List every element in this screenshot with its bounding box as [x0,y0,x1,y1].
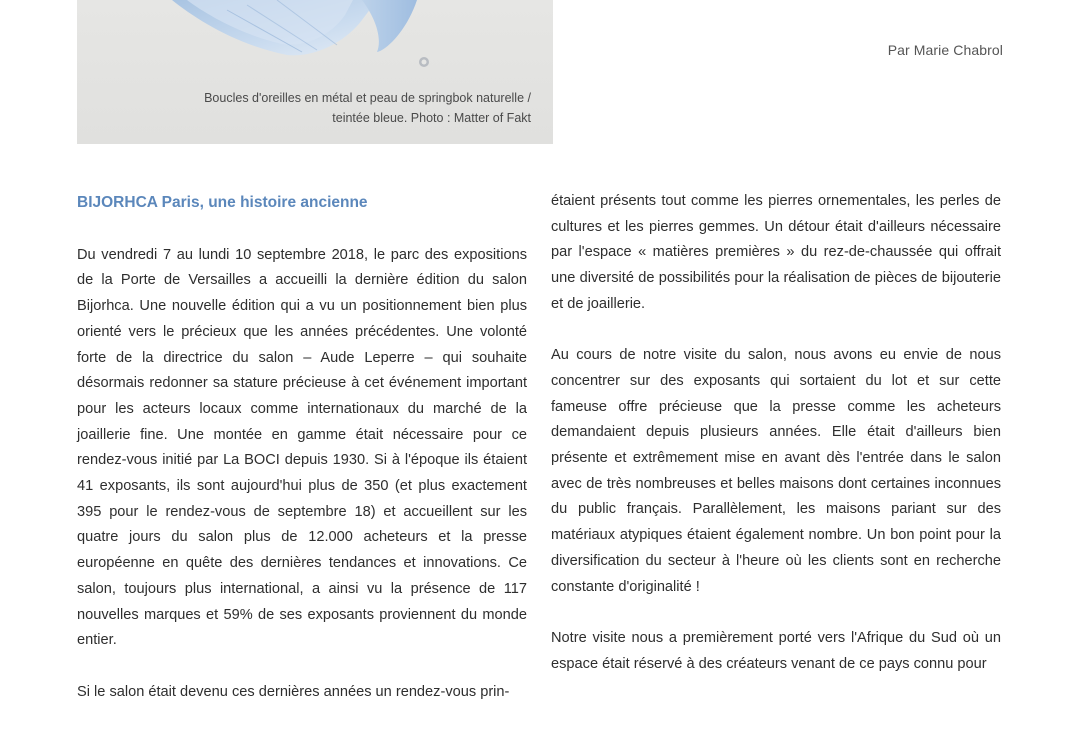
paragraph: Notre visite nous a premièrement porté vers l'Afrique du Sud où un espace était réservé à des créateurs venant de ce pays connu pour [551,629,1001,672]
article-right-column [551,189,1001,703]
photo-caption-line-1: Boucles d'oreilles en métal et peau de springbok naturelle / [204,91,531,105]
paragraph: Du vendredi 7 au lundi 10 septembre 2018, le parc des expositions de la Porte de Versailles a accueilli la dernière édition du salon Bijorhca. Une nouvelle édition qui a vu un positionnement bien plus orienté vers le précieux que les années précédentes. Une volonté forte de la directrice du salon – Aude Leperre – qui souhaite désormais redonner sa stature précieuse à cet événement important pour les acteurs locaux comme internationaux du marché de la joaillerie fine. Une montée en gamme était nécessaire pour ce rendez-vous initié par La BOCI depuis 1930. Si à l'époque ils étaient 41 exposants, ils sont aujourd'hui plus de 350 (et plus exactement 395 pour le rendez-vous de septembre 18) et accueillent sur les quatre jours du salon plus de 12.000 acheteurs et la presse européenne en quête des dernières tendances et innovations. Ce salon, toujours plus international, a ainsi vu la présence de 117 nouvelles marques et 59% de ses exposants proviennent du monde entier. [77,246,527,649]
paragraph: étaient présents tout comme les pierres ornementales, les perles de cultures et les pierres gemmes. Un détour était d'ailleurs nécessaire par l'espace « matières premières » du rez-de-chaussée qui offrait une diversité de possibilités pour la réalisation de pièces de bijouterie et de joaillerie. [551,193,1001,312]
section-heading: BIJORHCA Paris, une histoire ancienne [77,194,368,211]
photo-caption [201,88,531,128]
article-left-column [77,189,527,731]
earrings-photo [77,0,553,144]
paragraph: Au cours de notre visite du salon, nous avons eu envie de nous concentrer sur des exposants qui sortaient du lot et sur cette fameuse offre précieuse que la presse comme les acheteurs demandaient depuis plusieurs années. Elle était d'ailleurs bien présente et extrêmement mise en avant dès l'entrée dans le salon avec de très nombreuses et belles maisons dont certaines inconnues du public français. Parallèlement, les maisons pariant sur des matériaux atypiques étaient également nombre. Un bon point pour la diversification du secteur à l'heure où les clients sont en recherche constante d'originalité ! [551,347,1001,595]
paragraph: Si le salon était devenu ces dernières années un rendez-vous prin- [77,683,510,700]
author-byline: Par Marie Chabrol [887,42,1003,58]
photo-caption-line-2: teintée bleue. Photo : Matter of Fakt [332,111,531,125]
